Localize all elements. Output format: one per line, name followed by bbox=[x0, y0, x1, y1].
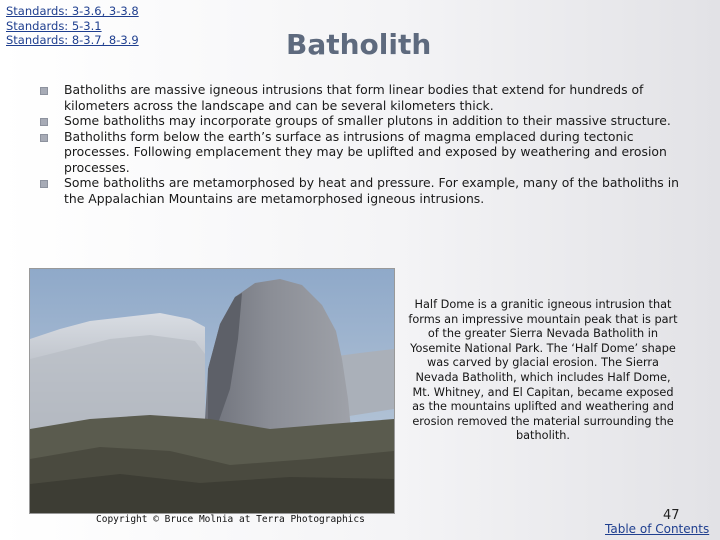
square-bullet-icon bbox=[40, 180, 48, 188]
bullet-text: Some batholiths may incorporate groups of smaller plutons in addition to their massive structure. bbox=[64, 113, 671, 128]
standards-link-1[interactable]: Standards: 3-3.6, 3-3.8 bbox=[6, 4, 139, 18]
half-dome-photo bbox=[29, 268, 395, 514]
photo-caption: Half Dome is a granitic igneous intrusion that forms an impressive mountain peak that is part of the greater Sierra Nevada Batholith in Yosemite National Park. The ‘Half Dome’ shape was carved by glacial erosion. The Sierra Nevada Batholith, which includes Half Dome, Mt. Whitney, and El Capitan, became exposed as the mountains uplifted and weathering and erosion removed the material surrounding the batholith. bbox=[408, 298, 678, 443]
bullet-text: Some batholiths are metamorphosed by heat and pressure. For example, many of the batholiths in the Appalachian Mountains are metamorphosed igneous intrusions. bbox=[64, 175, 679, 206]
list-item bbox=[40, 82, 680, 113]
standards-link-2[interactable]: Standards: 5-3.1 bbox=[6, 18, 102, 33]
list-item bbox=[40, 113, 680, 129]
list-item bbox=[40, 129, 680, 176]
bullet-text: Batholiths form below the earth’s surface as intrusions of magma emplaced during tectonic processes. Following emplacement they may be uplifted and exposed by weathering and erosion processes. bbox=[64, 128, 667, 175]
square-bullet-icon bbox=[40, 134, 48, 142]
square-bullet-icon bbox=[40, 87, 48, 95]
table-of-contents-link[interactable]: Table of Contents bbox=[605, 522, 710, 536]
bullet-list bbox=[40, 82, 680, 206]
list-item bbox=[40, 175, 680, 206]
half-dome-illustration bbox=[30, 269, 394, 513]
page-title: Batholith bbox=[286, 28, 432, 61]
copyright-text: Copyright © Bruce Molnia at Terra Photographics bbox=[96, 514, 365, 525]
standards-link-3[interactable]: Standards: 8-3.7, 8-3.9 bbox=[6, 33, 139, 47]
standards-links bbox=[6, 4, 139, 48]
page-number: 47 bbox=[663, 508, 680, 523]
bullet-text: Batholiths are massive igneous intrusions that form linear bodies that extend for hundreds of kilometers across the landscape and can be several kilometers thick. bbox=[64, 82, 644, 113]
square-bullet-icon bbox=[40, 118, 48, 126]
